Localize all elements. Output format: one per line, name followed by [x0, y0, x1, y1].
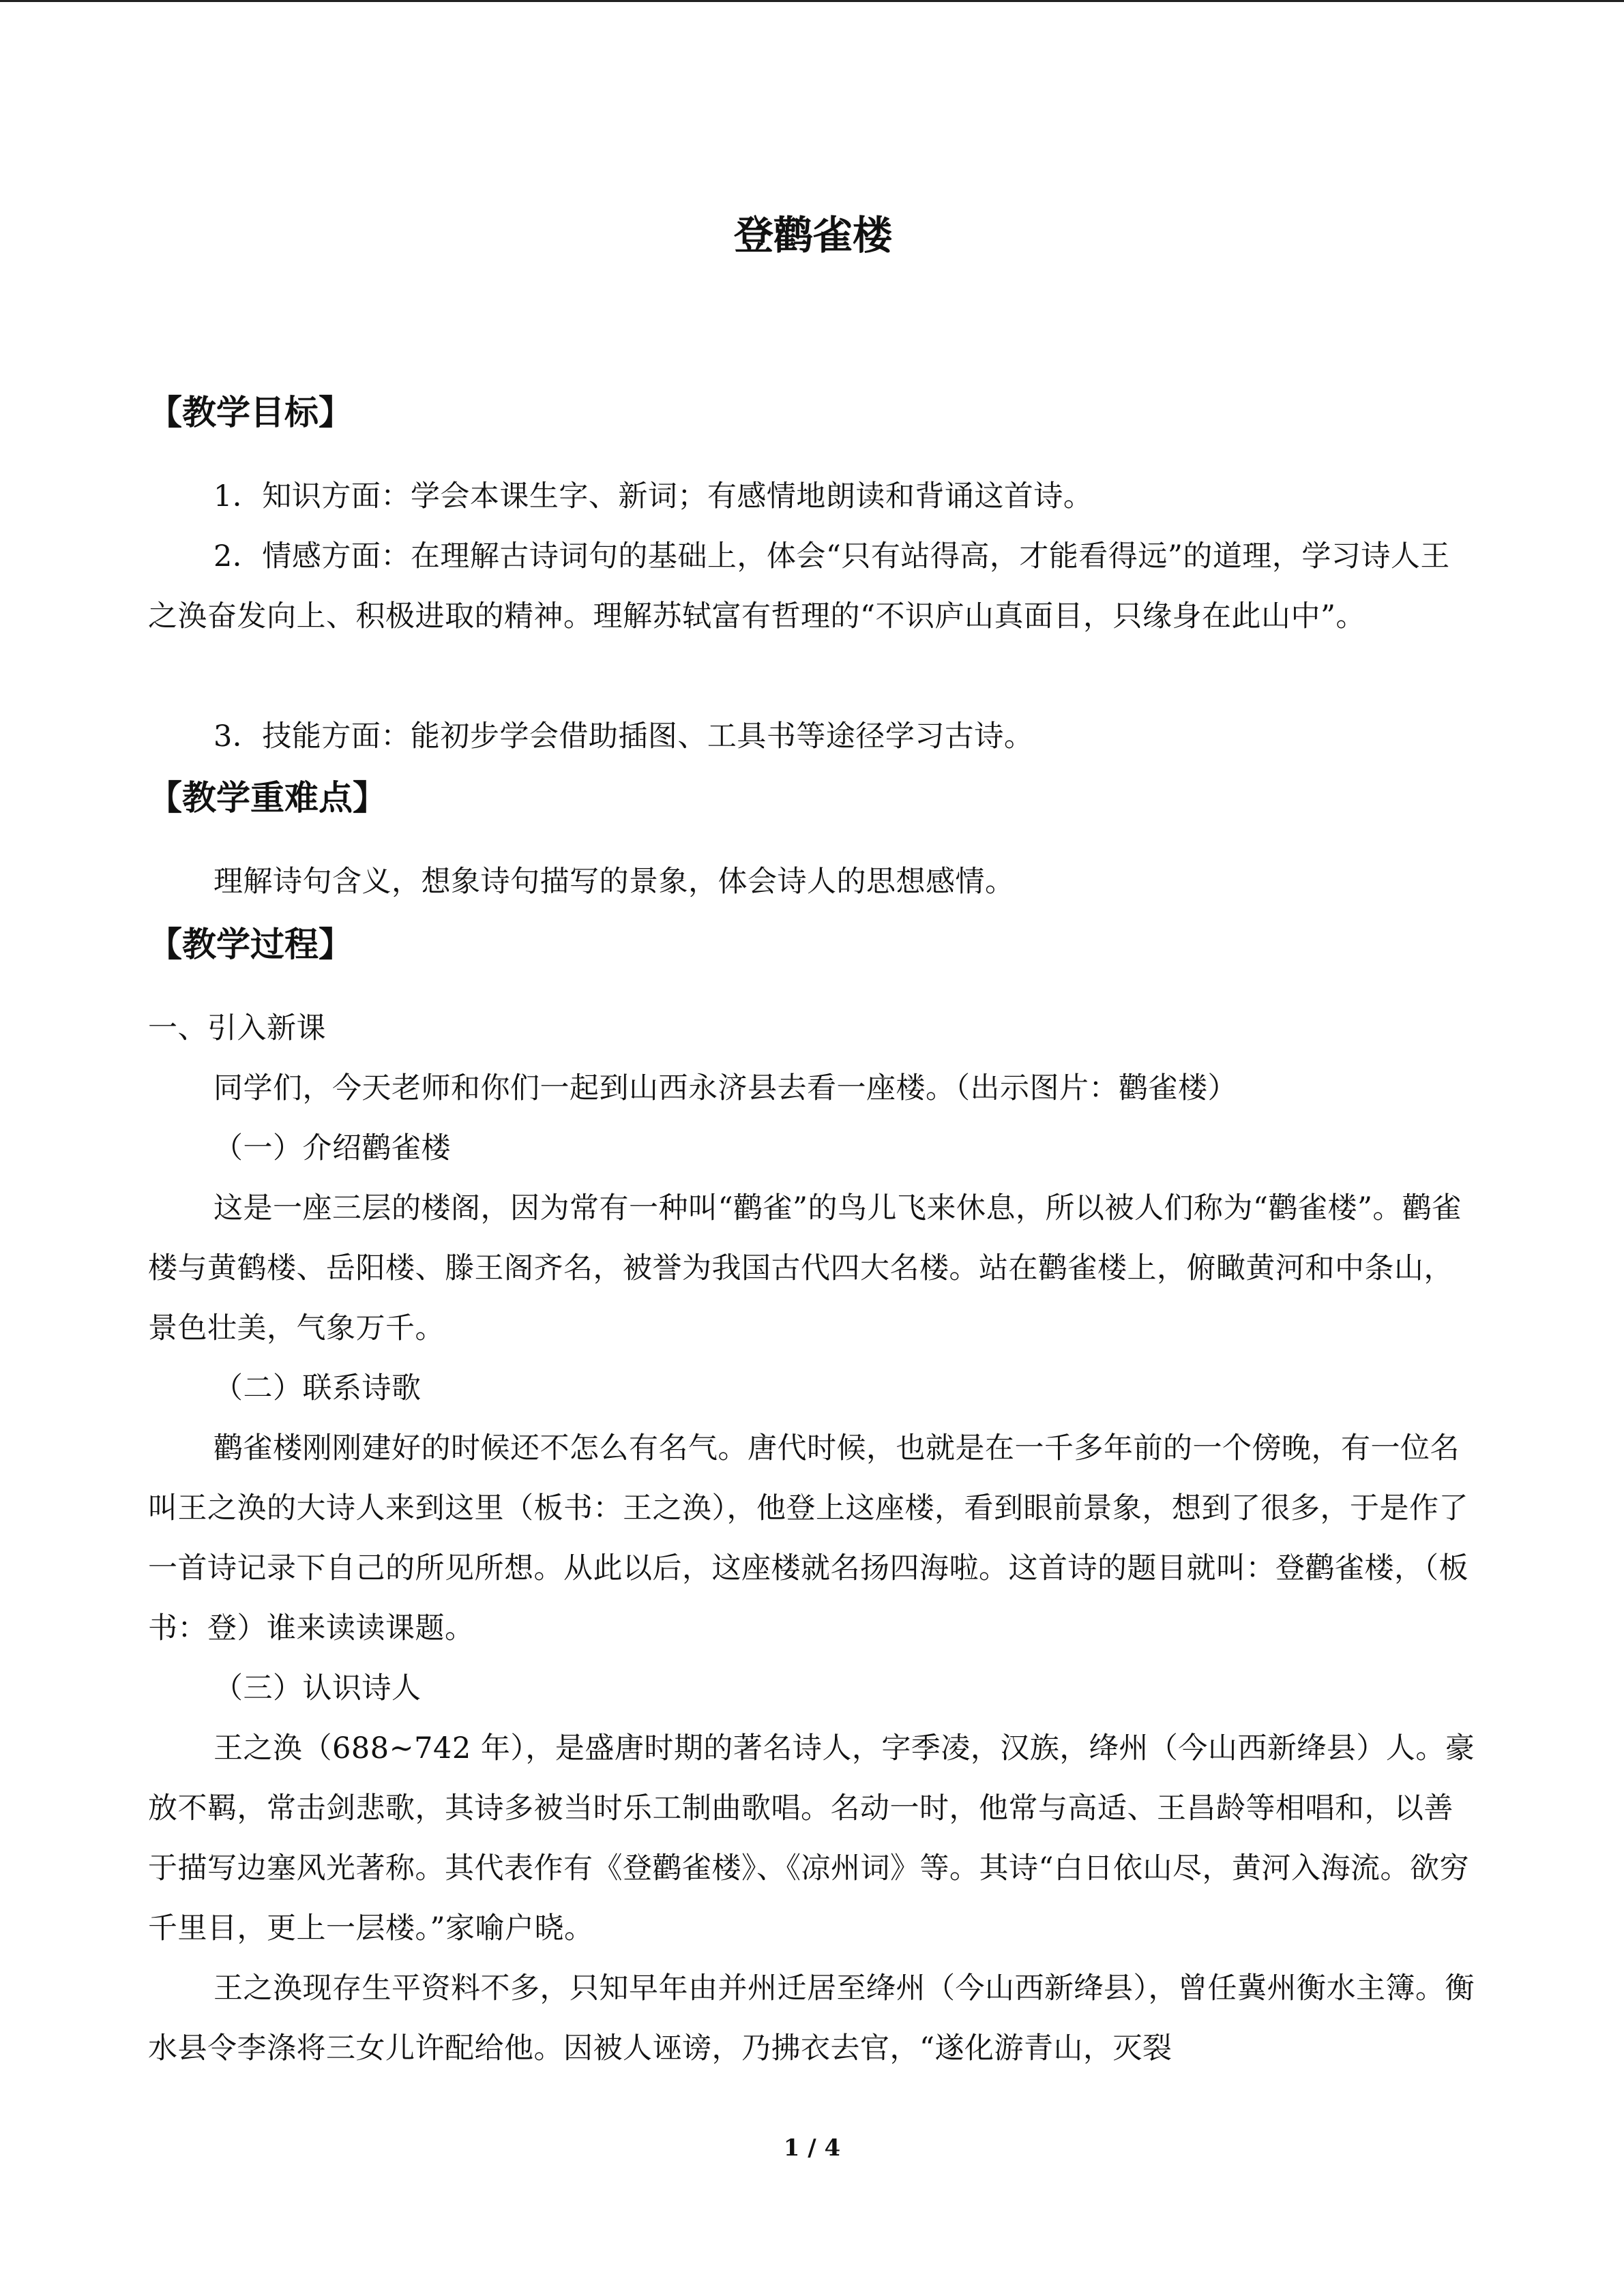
key-points-text: 理解诗句含义，想象诗句描写的景象，体会诗人的思想感情。 [213, 865, 1015, 899]
objective-item-1: 1．知识方面：学会本课生字、新词；有感情地朗读和背诵这首诗。 [213, 479, 1093, 513]
page-title: 登鹳雀楼 [733, 212, 892, 258]
subsection-3-heading: （三）认识诗人 [213, 1671, 422, 1705]
subsection-3-text-1: 王之涣（688~742 年），是盛唐时期的著名诗人，字季凌，汉族，绛州（今山西新绛县）人。豪放不羁，常击剑悲歌，其诗多被当时乐工制曲歌唱。名动一时，他常与高适、王昌龄等相唱和，以善于描写边塞风光著称。其代表作有《登鹳雀楼》、《凉州词》等。其诗“白日依山尽，黄河入海流。欲穷千里目，更上一层楼。”家喻户晓。 [148, 1731, 1475, 1945]
top-border [0, 0, 1624, 2]
page-number: 1 / 4 [783, 2134, 841, 2162]
subsection-1-heading: （一）介绍鹳雀楼 [213, 1131, 451, 1165]
subsection-2-text: 鹳雀楼刚刚建好的时候还不怎么有名气。唐代时候，也就是在一千多年前的一个傍晚，有一位名叫王之涣的大诗人来到这里（板书：王之涣），他登上这座楼，看到眼前景象，想到了很多，于是作了一首诗记录下自己的所见所想。从此以后，这座楼就名扬四海啦。这首诗的题目就叫：登鹳雀楼，（板书：登）谁来读读课题。 [148, 1431, 1468, 1645]
subsection-1-text: 这是一座三层的楼阁，因为常有一种叫“鹳雀”的鸟儿飞来休息，所以被人们称为“鹳雀楼”。鹳雀楼与黄鹤楼、岳阳楼、滕王阁齐名，被誉为我国古代四大名楼。站在鹳雀楼上，俯瞰黄河和中条山，景色壮美，气象万千。 [148, 1191, 1462, 1345]
heading-process: 【教学过程】 [148, 925, 353, 964]
process-step-1: 一、引入新课 [148, 1011, 326, 1045]
objective-item-3: 3．技能方面：能初步学会借助插图、工具书等途径学习古诗。 [213, 719, 1034, 754]
subsection-2-heading: （二）联系诗歌 [213, 1371, 422, 1405]
heading-key-points: 【教学重难点】 [148, 778, 387, 818]
objective-item-2: 2．情感方面：在理解古诗词句的基础上，体会“只有站得高，才能看得远”的道理，学习诗人王之涣奋发向上、积极进取的精神。理解苏轼富有哲理的“不识庐山真面目，只缘身在此山中”。 [148, 539, 1450, 633]
heading-objectives: 【教学目标】 [148, 393, 353, 432]
process-intro: 同学们，今天老师和你们一起到山西永济县去看一座楼。（出示图片：鹳雀楼） [213, 1071, 1237, 1105]
subsection-3-text-2: 王之涣现存生平资料不多，只知早年由并州迁居至绛州（今山西新绛县），曾任冀州衡水主簿。衡水县令李涤将三女儿许配给他。因被人诬谤，乃拂衣去官，“遂化游青山，灭裂 [148, 1971, 1475, 2066]
